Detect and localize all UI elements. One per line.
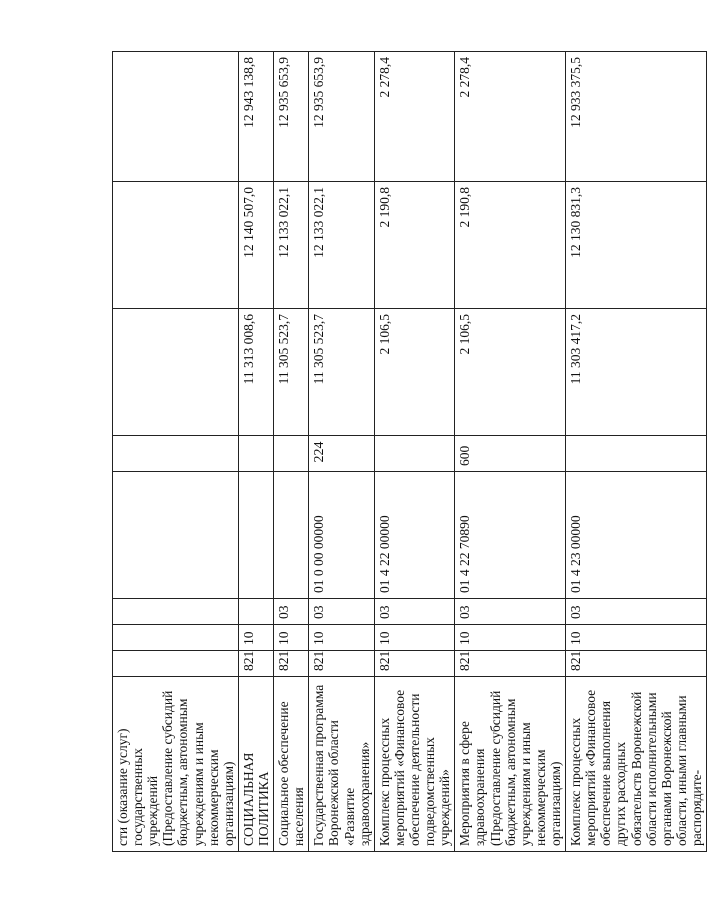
year1-amount-cell: 11 305 523,7	[274, 309, 309, 436]
table-row	[374, 52, 455, 852]
vr-code-cell	[566, 436, 707, 472]
page-number: 224	[312, 441, 327, 463]
vr-code-cell	[113, 436, 239, 472]
pr-code-cell	[113, 599, 239, 625]
year3-amount-cell: 12 935 653,9	[309, 52, 374, 182]
vr-code-cell	[274, 436, 309, 472]
year1-amount-cell: 11 313 008,6	[238, 309, 273, 436]
year1-amount-cell: 11 305 523,7	[309, 309, 374, 436]
pr-code-cell: 03	[309, 599, 374, 625]
rz-code-cell: 10	[566, 625, 707, 651]
cs-code-cell	[274, 472, 309, 599]
rz-code-cell: 10	[374, 625, 455, 651]
pr-code-cell: 03	[455, 599, 566, 625]
row-name-cell: Комплекс процессных мероприятий «Финансовое обеспечение выполнения других расходных обязательств Воронежской области исполнительными органами Воронежской области, иными главными распорядите-	[566, 677, 707, 852]
table-row	[113, 52, 239, 852]
year1-amount-cell: 2 106,5	[374, 309, 455, 436]
rz-code-cell: 10	[309, 625, 374, 651]
year3-amount-cell: 2 278,4	[455, 52, 566, 182]
year1-amount-cell: 2 106,5	[455, 309, 566, 436]
vr-code-cell	[374, 436, 455, 472]
rz-code-cell: 10	[455, 625, 566, 651]
rotated-table-region	[112, 52, 704, 852]
row-name-cell: СОЦИАЛЬНАЯ ПОЛИТИКА	[238, 677, 273, 852]
vr-code-cell: 600	[455, 436, 566, 472]
table-row	[455, 52, 566, 852]
vr-code-cell	[238, 436, 273, 472]
cs-code-cell: 01 4 22 00000	[374, 472, 455, 599]
gr-code-cell: 821	[455, 651, 566, 677]
cs-code-cell: 01 4 23 00000	[566, 472, 707, 599]
pr-code-cell: 03	[374, 599, 455, 625]
table-row	[566, 52, 707, 852]
year3-amount-cell: 12 935 653,9	[274, 52, 309, 182]
year1-amount-cell: 11 303 417,2	[566, 309, 707, 436]
budget-table	[112, 51, 707, 852]
year1-amount-cell	[113, 309, 239, 436]
year2-amount-cell: 2 190,8	[455, 182, 566, 309]
year2-amount-cell: 12 130 831,3	[566, 182, 707, 309]
vr-code-cell	[309, 436, 374, 472]
row-name-cell: Мероприятия в сфере здравоохранения (Предоставление субсидий бюджетным, автономным учреждениям и иным некоммерческим организациям)	[455, 677, 566, 852]
year2-amount-cell: 12 133 022,1	[309, 182, 374, 309]
gr-code-cell: 821	[309, 651, 374, 677]
table-row	[238, 52, 273, 852]
cs-code-cell: 01 4 22 70890	[455, 472, 566, 599]
rz-code-cell: 10	[274, 625, 309, 651]
row-name-cell: сти (оказание услуг) государственных учреждений (Предоставление субсидий бюджетным, автономным учреждениям и иным некоммерческим организациям)	[113, 677, 239, 852]
rz-code-cell	[113, 625, 239, 651]
year2-amount-cell: 2 190,8	[374, 182, 455, 309]
row-name-cell: Комплекс процессных мероприятий «Финансовое обеспечение деятельности подведомственных учреждений»	[374, 677, 455, 852]
cs-code-cell	[238, 472, 273, 599]
row-name-cell: Государственная программа Воронежской области «Развитие здравоохранения»	[309, 677, 374, 852]
year2-amount-cell	[113, 182, 239, 309]
cs-code-cell	[113, 472, 239, 599]
gr-code-cell: 821	[374, 651, 455, 677]
gr-code-cell	[113, 651, 239, 677]
gr-code-cell: 821	[274, 651, 309, 677]
year2-amount-cell: 12 140 507,0	[238, 182, 273, 309]
pr-code-cell: 03	[566, 599, 707, 625]
pr-code-cell: 03	[274, 599, 309, 625]
pr-code-cell	[238, 599, 273, 625]
year2-amount-cell: 12 133 022,1	[274, 182, 309, 309]
table-row	[309, 52, 374, 852]
gr-code-cell: 821	[566, 651, 707, 677]
year3-amount-cell: 2 278,4	[374, 52, 455, 182]
table-row	[274, 52, 309, 852]
gr-code-cell: 821	[238, 651, 273, 677]
year3-amount-cell: 12 933 375,5	[566, 52, 707, 182]
year3-amount-cell	[113, 52, 239, 182]
row-name-cell: Социальное обеспечение населения	[274, 677, 309, 852]
rz-code-cell: 10	[238, 625, 273, 651]
year3-amount-cell: 12 943 138,8	[238, 52, 273, 182]
cs-code-cell: 01 0 00 00000	[309, 472, 374, 599]
